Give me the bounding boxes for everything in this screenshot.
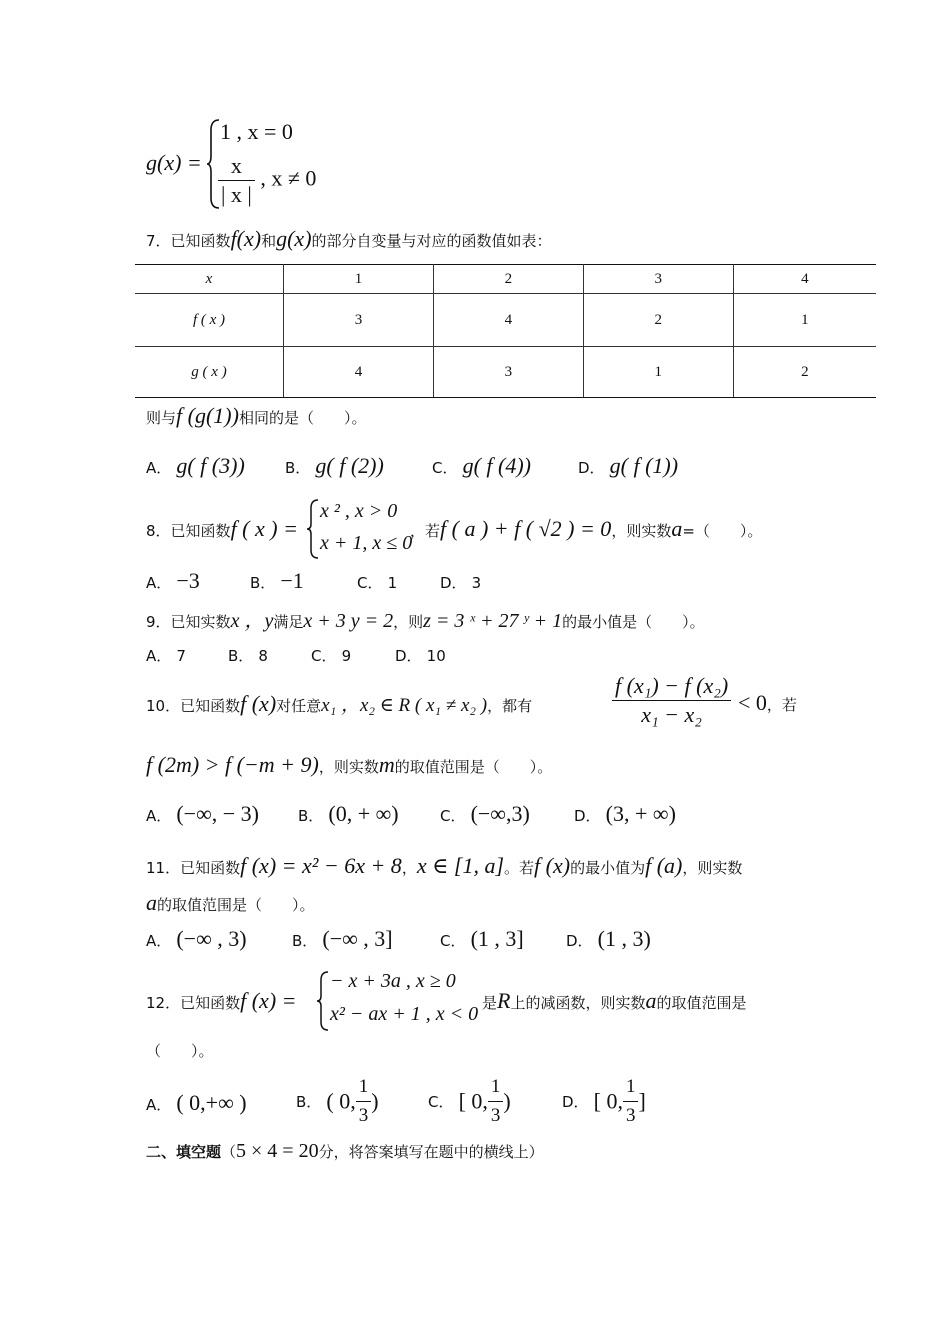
q12-option-b[interactable] [296, 1073, 379, 1130]
q7-value-table [135, 264, 876, 398]
option-expr: −1 [280, 568, 304, 593]
option-label: A． [146, 647, 172, 665]
q7-text-a: 已知函数 [170, 232, 231, 250]
q10-line2-end: 的取值范围是（ ）。 [394, 758, 553, 776]
table-row [135, 294, 876, 347]
section2-paren: （ [221, 1143, 237, 1161]
table-cell: 3 [433, 347, 583, 398]
q10-line2-expr: f (2m) > f (−m + 9) [146, 752, 319, 777]
option-label: A． [146, 1096, 172, 1114]
table-cell: 4 [433, 294, 583, 347]
option-label: C． [357, 574, 383, 592]
q12-var: a [645, 988, 657, 1013]
option-pre: [ 0, [458, 1088, 488, 1114]
q9-option-d[interactable] [395, 645, 446, 666]
q7-gx: g(x) [276, 226, 312, 251]
q11-option-b[interactable] [292, 926, 393, 952]
q9-stem [146, 604, 705, 633]
q10-fraction [612, 672, 731, 729]
q7-fx: f(x) [230, 226, 262, 251]
option-expr: (0, + ∞) [328, 801, 399, 826]
q8-lhs: f ( x ) = [230, 516, 298, 541]
option-expr: 1 [387, 574, 398, 592]
option-expr: (−∞, − 3) [176, 801, 260, 826]
g-def-case2-den: | x | [221, 182, 252, 207]
option-frac-den: 3 [358, 1105, 369, 1126]
q12-case2: x² − ax + 1 , x < 0 [330, 1003, 479, 1025]
q9-option-b[interactable] [228, 645, 268, 666]
q10-text-a: 已知函数 [180, 697, 241, 715]
option-label: B． [292, 932, 318, 950]
option-label: C． [440, 807, 466, 825]
table-cell: x [135, 265, 284, 294]
q9-option-c[interactable] [311, 645, 351, 666]
g-def-case1: 1 , x = 0 [220, 119, 293, 144]
q11-text-a: 已知函数 [180, 859, 241, 877]
g-def-case2 [218, 152, 316, 209]
left-brace-icon [316, 970, 330, 1032]
option-expr: (−∞ , 3) [176, 926, 247, 951]
q9-number: 9． [146, 613, 171, 631]
table-cell: 1 [733, 294, 876, 347]
table-cell: 4 [284, 347, 434, 398]
q11-option-c[interactable] [440, 926, 524, 952]
q8-text-c: ，则实数 [611, 522, 672, 540]
section2-title: 二、填空题 [146, 1143, 222, 1161]
section2-expr: 5 × 4 = 20 [236, 1140, 319, 1162]
q12-lhs: f (x) = [240, 988, 297, 1013]
q8-cond: f ( a ) + f ( √2 ) = 0 [440, 516, 612, 541]
q10-option-a[interactable] [146, 801, 259, 827]
q11-number: 11． [146, 859, 181, 877]
q8-option-a[interactable] [146, 568, 200, 594]
option-label: D． [562, 1093, 589, 1111]
left-brace-icon [306, 498, 320, 560]
option-pre: ( 0, [326, 1088, 356, 1114]
option-frac-num: 1 [488, 1073, 504, 1102]
q7-stem [146, 226, 552, 252]
q12-option-a[interactable] [146, 1090, 247, 1116]
option-label: D． [395, 647, 422, 665]
q7-text-c: 的部分自变量与对应的函数值如表： [311, 232, 552, 250]
q8-number: 8． [146, 522, 171, 540]
option-post: ) [503, 1088, 511, 1114]
q10-var: m [378, 752, 395, 777]
q10-text-b: 对任意 [276, 697, 322, 715]
table-cell: 3 [583, 265, 733, 294]
table-cell: f ( x ) [135, 294, 284, 347]
q7-prompt [146, 403, 366, 429]
option-label: C． [311, 647, 337, 665]
table-cell: 3 [284, 294, 434, 347]
option-expr: (−∞ , 3] [322, 926, 393, 951]
q11-option-d[interactable] [566, 926, 651, 952]
q12-option-c[interactable] [428, 1073, 511, 1130]
option-label: A． [146, 932, 172, 950]
option-label: A． [146, 459, 172, 477]
q7-number: 7． [146, 232, 171, 250]
q10-text-d: ，若 [766, 696, 797, 714]
q11-option-a[interactable] [146, 926, 247, 952]
option-label: C． [440, 932, 466, 950]
q11-line2 [146, 890, 315, 916]
q7-option-d[interactable] [578, 453, 678, 479]
option-label: B． [228, 647, 254, 665]
q7-prompt-b: 相同的是（ ）。 [238, 409, 367, 427]
q10-ineq-wrap [738, 690, 797, 716]
q9-option-a[interactable] [146, 645, 186, 666]
q10-line2-text: ，则实数 [318, 758, 379, 776]
q8-option-b[interactable] [250, 568, 304, 594]
q10-number: 10． [146, 697, 181, 715]
q12-text-b: 是 [482, 994, 498, 1012]
q11-line2-var: a [146, 890, 157, 915]
option-label: D． [574, 807, 601, 825]
q12-stem-lead [146, 988, 296, 1014]
option-expr: 7 [176, 647, 186, 665]
option-label: A． [146, 574, 172, 592]
q8-case2: x + 1, x ≤ 0 [320, 532, 413, 554]
q12-case1: − x + 3a , x ≥ 0 [330, 970, 456, 992]
table-cell: 4 [733, 265, 876, 294]
option-label: B． [250, 574, 276, 592]
q7-text-b: 和 [261, 232, 277, 250]
g-def-lhs: g(x) = [146, 150, 202, 175]
section2-heading [146, 1140, 544, 1163]
q10-fx: f (x) [240, 691, 277, 716]
option-expr: −3 [176, 568, 200, 593]
q7-option-b[interactable] [285, 453, 384, 479]
q10-ineq: < 0 [738, 690, 767, 715]
q11-text-b: 。若 [504, 859, 535, 877]
table-row [135, 347, 876, 398]
option-label: C． [428, 1093, 454, 1111]
q8-option-d[interactable] [440, 572, 481, 593]
q11-dom: x ∈ [1, a] [416, 853, 505, 878]
q8-var: a [671, 516, 683, 541]
q11-line2-end: 的取值范围是（ ）。 [157, 896, 315, 914]
q9-text-a: 已知实数 [170, 613, 231, 631]
table-cell: 2 [583, 294, 733, 347]
option-label: A． [146, 807, 172, 825]
q10-text-c: ，都有 [487, 697, 533, 715]
q8-text-b: ，若 [410, 522, 441, 540]
table-cell: 2 [733, 347, 876, 398]
q11-fx: f (x) = x² − 6x + 8 [240, 853, 402, 878]
q8-text-d: =（ ）。 [682, 522, 763, 540]
q11-stem [146, 853, 742, 879]
g-def-case2-num: x [218, 152, 255, 181]
q9-text-d: 的最小值是（ ）。 [562, 613, 705, 631]
q12-option-d[interactable] [562, 1073, 646, 1130]
q8-option-c[interactable] [357, 572, 397, 593]
option-expr: g( f (3)) [176, 453, 245, 478]
option-expr: g( f (1)) [609, 453, 679, 478]
section2-rest: 分，将答案填写在题中的横线上） [318, 1143, 544, 1161]
q12-R: R [497, 988, 511, 1013]
q8-case1: x ² , x > 0 [320, 500, 398, 522]
option-expr: 10 [426, 647, 446, 665]
q9-text-b: 满足 [273, 613, 304, 631]
option-expr: (−∞,3) [470, 801, 530, 826]
q8-stem-lead [146, 516, 298, 542]
option-frac-den: 3 [490, 1105, 501, 1126]
option-pre: [ 0, [593, 1088, 623, 1114]
q8-stem-tail [410, 516, 762, 542]
option-label: B． [298, 807, 324, 825]
q8-text-a: 已知函数 [170, 522, 231, 540]
table-cell: 1 [284, 265, 434, 294]
q9-z: z = 3 ˣ + 27 ʸ + 1 [423, 610, 563, 632]
q10-frac-num: f (x₁) − f (x₂) [612, 672, 731, 701]
option-post: ) [371, 1088, 379, 1114]
q12-line2: （ ）。 [146, 1042, 214, 1060]
q10-option-b[interactable] [298, 801, 399, 827]
option-expr: g( f (4)) [462, 453, 531, 478]
g-def-case2-cond: , x ≠ 0 [260, 165, 317, 191]
option-expr: 3 [471, 574, 482, 592]
q10-option-c[interactable] [440, 801, 530, 827]
q9-vars: x ，y [230, 610, 274, 632]
q10-frac-den: x₁ − x₂ [641, 702, 702, 727]
q12-text-d: 的取值范围是 [656, 994, 747, 1012]
option-frac-num: 1 [623, 1073, 639, 1102]
table-header-row [135, 265, 876, 294]
option-label: B． [285, 459, 311, 477]
q11-fx2: f (x) [534, 853, 571, 878]
q7-prompt-expr: f (g(1)) [176, 403, 239, 428]
option-post: ] [638, 1088, 646, 1114]
q12-text-a: 已知函数 [180, 994, 241, 1012]
option-label: D． [440, 574, 467, 592]
q11-text-c: 的最小值为 [570, 859, 646, 877]
q11-comma: ， [401, 859, 417, 877]
q9-eq: x + 3 y = 2 [303, 610, 394, 632]
q12-stem-tail [482, 988, 747, 1014]
q7-prompt-a: 则与 [146, 409, 177, 427]
q11-text-d: ，则实数 [682, 859, 743, 877]
option-expr: g( f (2)) [315, 453, 384, 478]
q11-fa: f (a) [645, 853, 683, 878]
q12-text-c: 上的减函数，则实数 [510, 994, 646, 1012]
option-label: C． [432, 459, 458, 477]
q7-option-a[interactable] [146, 453, 245, 479]
q9-text-c: ，则 [393, 613, 424, 631]
q10-option-d[interactable] [574, 801, 676, 827]
option-expr: ( 0,+∞ ) [176, 1090, 247, 1115]
option-expr: 8 [258, 647, 268, 665]
option-label: B． [296, 1093, 322, 1111]
q10-vars: x₁ ，x₂ ∈ R ( x₁ ≠ x₂ ) [321, 695, 488, 716]
q10-line2 [146, 752, 552, 778]
table-cell: 1 [583, 347, 733, 398]
option-expr: (3, + ∞) [605, 801, 676, 826]
table-cell: g ( x ) [135, 347, 284, 398]
q12-number: 12． [146, 994, 181, 1012]
option-expr: (1 , 3] [470, 926, 524, 951]
option-frac-den: 3 [625, 1105, 636, 1126]
q10-stem-lead [146, 690, 532, 717]
q7-option-c[interactable] [432, 453, 531, 479]
option-label: D． [578, 459, 605, 477]
option-expr: (1 , 3) [597, 926, 651, 951]
option-expr: 9 [341, 647, 352, 665]
table-cell: 2 [433, 265, 583, 294]
option-frac-num: 1 [356, 1073, 372, 1102]
option-label: D． [566, 932, 593, 950]
